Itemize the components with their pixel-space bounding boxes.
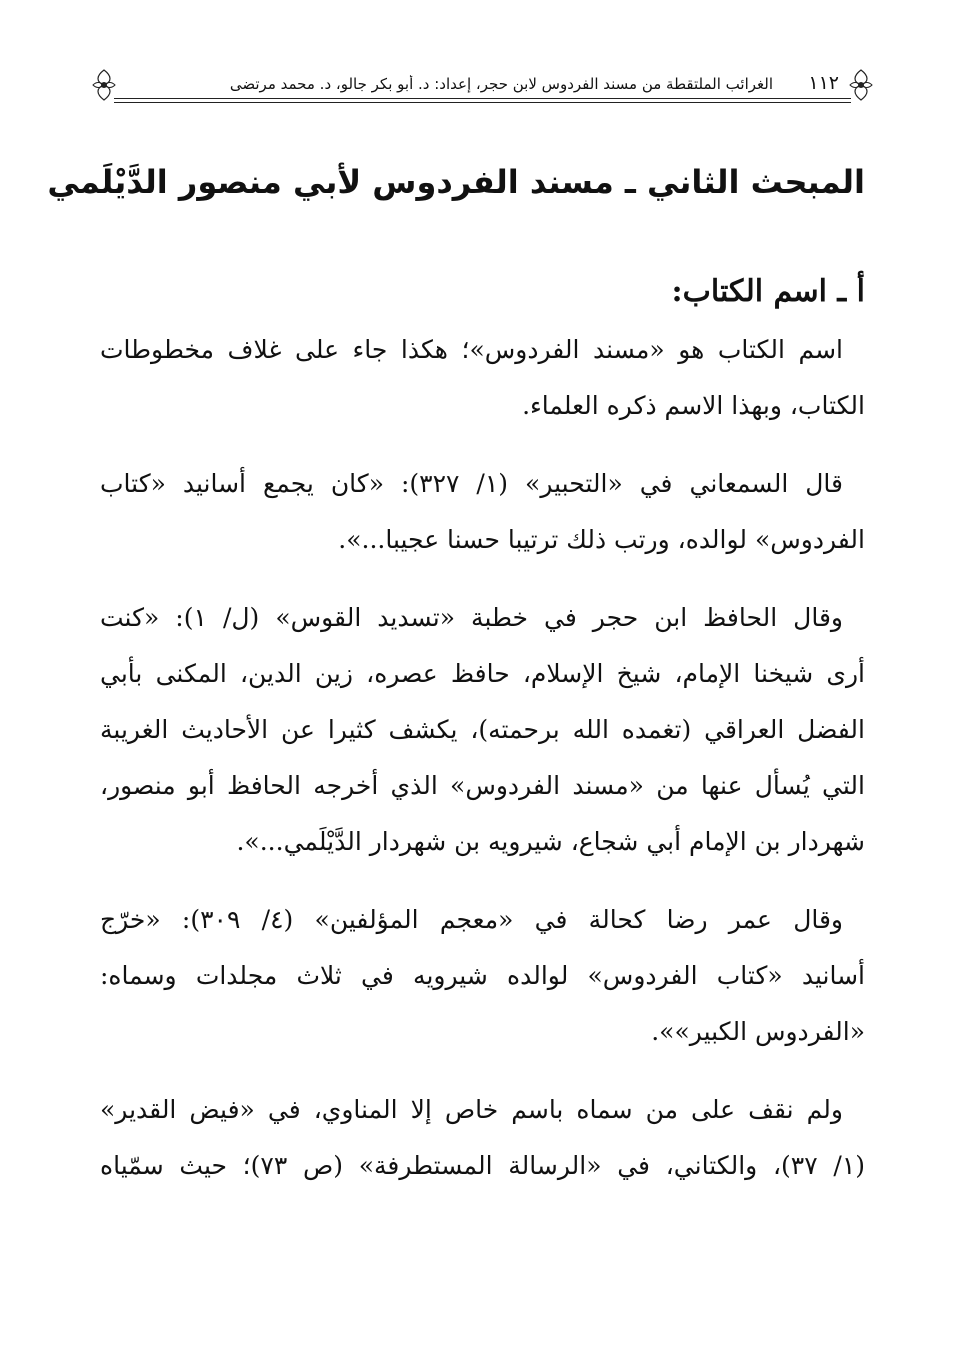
text-line: التي يُسأل عنها من «مسند الفردوس» الذي أخرجه الحافظ أبو منصور، [100,771,865,800]
text-line: وقال عمر رضا كحالة في «معجم المؤلفين» (٤/ ٣٠٩): «خرّج [100,905,844,934]
header-rule [114,102,851,103]
text-line: الكتاب، وبهذا الاسم ذكره العلماء. [522,391,865,420]
floral-ornament-icon [90,68,118,102]
text-line: قال السمعاني في «التحبير» (١/ ٣٢٧): «كان يجمع أسانيد «كتاب [100,469,843,498]
paragraph [100,590,865,870]
text-line: أرى شيخنا الإمام، شيخ الإسلام، حافظ عصره، زين الدين، المكنى بأبي [100,659,865,688]
section-title: المبحث الثاني ـ مسند الفردوس لأبي منصور الدَّيْلَمي [47,163,865,202]
paragraph [100,892,865,1060]
subheading: أ ـ اسم الكتاب: [671,273,865,309]
text-line: أسانيد «كتاب الفردوس» لوالده شيرويه في ثلاث مجلدات وسماه: [100,961,865,990]
paragraph [100,1082,865,1194]
paragraph [100,322,865,434]
paragraph [100,456,865,568]
running-header [96,66,869,106]
running-title: الغرائب الملتقطة من مسند الفردوس لابن حجر، إعداد: د. أبو بكر جالو، د. محمد مرتضى [229,75,773,93]
text-line: اسم الكتاب هو «مسند الفردوس»؛ هكذا جاء على غلاف مخطوطات [100,335,843,364]
page-number: ١١٢ [808,72,839,94]
body-text [100,322,865,1216]
text-line: وقال الحافظ ابن حجر في خطبة «تسديد القوس» (ل/ ١): «كنت [100,603,843,632]
text-line: (١/ ٣٧)، والكتاني، في «الرسالة المستطرفة» (ص ٧٣)؛ حيث سمّياه [100,1151,865,1180]
text-line: شهردار بن الإمام أبي شجاع، شيرويه بن شهردار الدَّيْلَمي...». [236,827,865,856]
text-line: الفردوس» لوالده، ورتب ذلك ترتيبا حسنا عجيبا...». [338,525,865,554]
text-line: الفضل العراقي (تغمده الله برحمته)، يكشف كثيرا عن الأحاديث الغريبة [100,715,865,744]
text-line: ولم نقف على من سماه باسم خاص إلا المناوي، في «فيض القدير» [100,1095,843,1124]
text-line: «الفردوس الكبير»». [651,1017,865,1046]
header-rule [114,98,851,99]
floral-ornament-icon [847,68,875,102]
